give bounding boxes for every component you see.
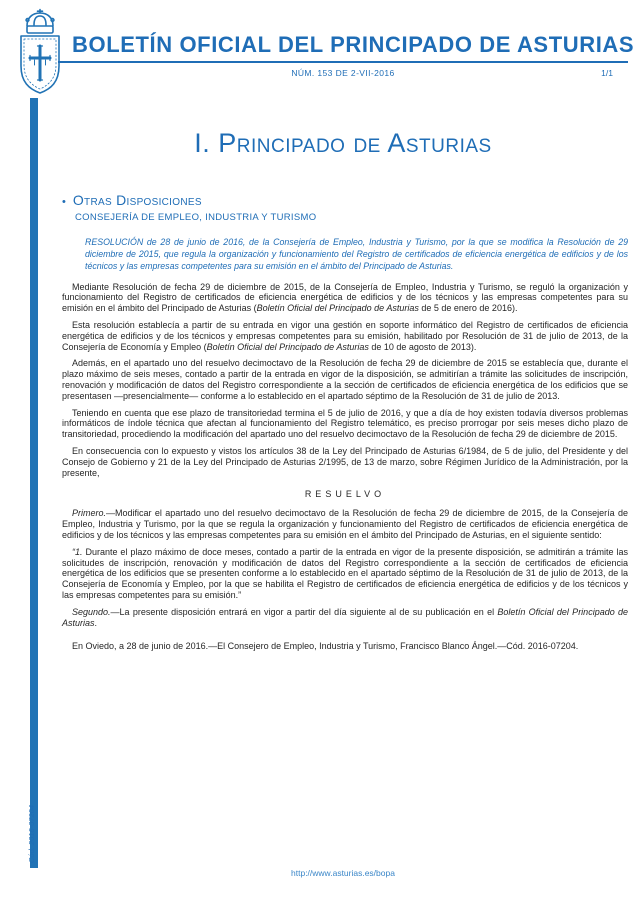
text-run: En consecuencia con lo expuesto y vistos los artículos 38 de la Ley del Principado de Asturias 6/1984, de 5 de julio, del Presidente y del Consejo de Gobierno y 21 de la Ley del Principado de Asturias 2/1995, de 13 de marzo, sobre Régimen Jurídico de la Administración, por la presente, xyxy=(62,445,628,478)
paragraph xyxy=(62,282,628,314)
footer-url[interactable]: http://www.asturias.es/bopa xyxy=(291,868,395,878)
paragraph xyxy=(62,408,628,440)
department-heading: CONSEJERÍA DE EMPLEO, INDUSTRIA Y TURISMO xyxy=(75,212,317,223)
paragraph xyxy=(62,358,628,401)
issue-number: NÚM. 153 DE 2-VII-2016 xyxy=(291,68,395,78)
paragraph xyxy=(62,446,628,478)
text-run: Esta resolución establecía a partir de su entrada en vigor una gestión en soporte informático del Registro de certificados de eficiencia energética de edificios y de los técnicos y empresas competentes para su emisión, habilitado por Resolución de 31 de julio de 2013, de la Consejería de Economía y Empleo ( xyxy=(62,320,628,352)
left-accent-bar xyxy=(30,98,38,868)
text-run: Durante el plazo máximo de doce meses, contado a partir de la entrada en vigor de la presente disposición, se admitirán a trámite las solicitudes de inscripción, renovación y modificación de datos del Registro correspondiente a la sección de certificados de eficiencia energética de los edificios que se presenten conforme a lo establecido en el apartado séptimo de la Resolución de 31 de julio de 2013, de la Consejería de Economía y Empleo, por la que se habilita el Registro de certificados de eficiencia energética de edificios y de los técnicos y las empresas competentes para su emisión.” xyxy=(62,546,628,600)
content-area xyxy=(62,192,628,658)
paragraph xyxy=(62,547,628,601)
italic-text-run: “1. xyxy=(72,546,83,557)
category-heading: Otras Disposiciones xyxy=(72,192,202,208)
italic-text-run: Primero. xyxy=(72,508,107,519)
document-code-text: Cód. 2016-07204 xyxy=(27,805,36,863)
paragraph xyxy=(62,320,628,352)
crown-arch-inner xyxy=(34,16,46,25)
text-run: —La presente disposición entrará en vigor a partir del día siguiente al de su publicación en el xyxy=(110,606,498,617)
paragraph xyxy=(62,508,628,540)
bullet-icon: • xyxy=(62,196,66,208)
crown-band xyxy=(27,26,53,33)
text-run: —Modificar el apartado uno del resuelvo decimoctavo de la Resolución de fecha 29 de diciembre de 2015, de la Consejería de Empleo, Industria y Turismo, por la que se regula la organización y funcionamiento del Registro de certificados de eficiencia energética de edificios y de los técnicos y las empresas competentes para su emisión en el ámbito del Principado de Asturias, en el siguiente sentido: xyxy=(62,508,628,540)
body-paragraphs-before xyxy=(62,282,628,479)
text-run: Teniendo en cuenta que ese plazo de transitoriedad termina el 5 de julio de 2016, y que a día de hoy existen todavía diversos problemas informáticos de índole técnica que afectan al funcionamiento del Registro telemático, es preciso prorrogar por seis meses dicho plazo de transitoriedad, procediendo la modificación del apartado uno del resuelvo decimoctavo de la Resolución de fecha 29 de diciembre de 2015. xyxy=(62,407,628,440)
paragraph xyxy=(62,641,628,652)
resolution-summary: RESOLUCIÓN de 28 de junio de 2016, de la Consejería de Empleo, Industria y Turismo, por la que se modifica la Resolución de 29 diciembre de 2015, que regula la organización y funcionamiento del Registro de certificados de eficiencia energética de edificios y de los técnicos y las empresas competentes para su emisión en el ámbito del Principado de Asturias. xyxy=(85,237,628,272)
text-run: Además, en el apartado uno del resuelvo decimoctavo de la Resolución de fecha 29 de diciembre de 2015 se establecía que, durante el plazo máximo de seis meses, contado a partir de la entrada en vigor de la disposición, se admitirían a trámite las solicitudes de inscripción, renovación y modificación de datos del Registro correspondiente a la sección de certificados de eficiencia energética de los edificios que se presentasen —presencialmente— conforme a lo establecido en el apartado séptimo de la Resolución de 31 de julio de 2013. xyxy=(62,358,628,401)
paragraph xyxy=(62,607,628,629)
text-run: Mediante Resolución de fecha 29 de diciembre de 2015, de la Consejería de Empleo, Industria y Turismo, se reguló la organización y funcionamiento del Registro de certificados de eficiencia energética de edificios y de los técnicos y las empresas competentes para su emisión en el ámbito del Principado de Asturias ( xyxy=(62,281,628,314)
text-run: En Oviedo, a 28 de junio de 2016.—El Consejero de Empleo, Industria y Turismo, Francisco Blanco Ángel.—Cód. 2016-07204. xyxy=(72,641,579,652)
section-heading: I. Principado de Asturias xyxy=(194,128,492,158)
body-paragraphs-after xyxy=(62,508,628,652)
italic-text-run: Boletín Oficial del Principado de Asturias xyxy=(206,341,369,352)
italic-text-run: Boletín Oficial del Principado de Asturias xyxy=(62,606,628,628)
page-indicator: 1/1 xyxy=(601,68,613,78)
text-run: . xyxy=(94,617,98,628)
italic-text-run: Boletín Oficial del Principado de Asturias xyxy=(256,303,419,314)
bulletin-title: BOLETÍN OFICIAL DEL PRINCIPADO DE ASTURIAS xyxy=(72,32,635,57)
crown-arch xyxy=(27,13,53,26)
italic-text-run: Segundo. xyxy=(72,606,111,617)
category-row xyxy=(62,192,628,209)
text-run: de 5 de enero de 2016). xyxy=(418,303,518,314)
header-rule xyxy=(58,61,628,63)
victory-cross xyxy=(30,46,50,80)
asturias-coat-of-arms-logo xyxy=(13,8,67,96)
text-run: de 10 de agosto de 2013). xyxy=(368,341,477,352)
resuelvo-heading: RESUELVO xyxy=(304,489,386,500)
